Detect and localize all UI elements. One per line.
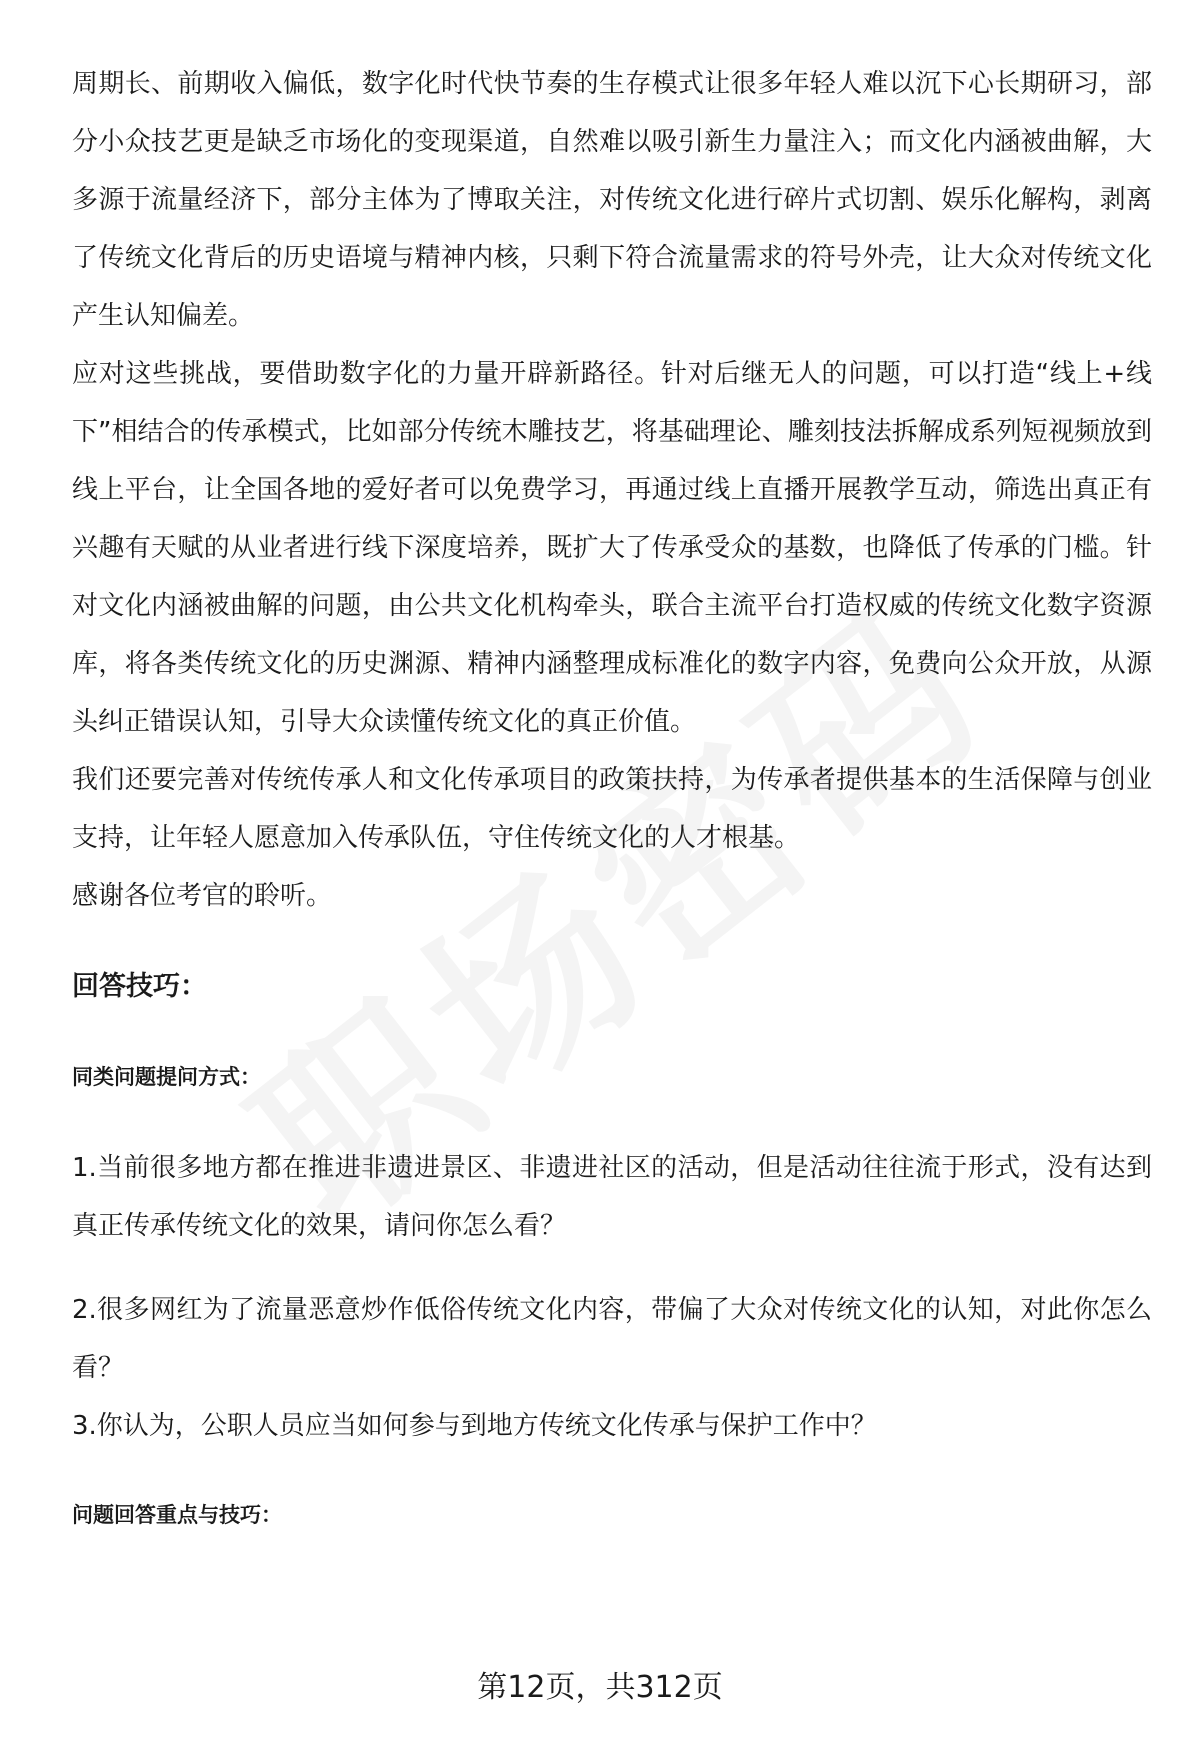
paragraph-2: 应对这些挑战，要借助数字化的力量开辟新路径。针对后继无人的问题，可以打造“线上+线下”相结合的传承模式，比如部分传统木雕技艺，将基础理论、雕刻技法拆解成系列短视频放到线上平台，让全国各地的爱好者可以免费学习，再通过线上直播开展教学互动，筛选出真正有兴趣有天赋的从业者进行线下深度培养，既扩大了传承受众的基数，也降低了传承的门槛。针对文化内涵被曲解的问题，由公共文化机构牵头，联合主流平台打造权威的传统文化数字资源库，将各类传统文化的历史渊源、精神内涵整理成标准化的数字内容，免费向公众开放，从源头纠正错误认知，引导大众读懂传统文化的真正价值。 — [72, 359, 1152, 737]
question-3: 3.你认为，公职人员应当如何参与到地方传统文化传承与保护工作中？ — [72, 1411, 877, 1441]
question-1: 1.当前很多地方都在推进非遗进景区、非遗进社区的活动，但是活动往往流于形式，没有达到真正传承传统文化的效果，请问你怎么看？ — [72, 1153, 1152, 1241]
question-2: 2.很多网红为了流量恶意炒作低俗传统文化内容，带偏了大众对传统文化的认知，对此你怎么看？ — [72, 1295, 1152, 1383]
paragraph-3: 我们还要完善对传统传承人和文化传承项目的政策扶持，为传承者提供基本的生活保障与创业支持，让年轻人愿意加入传承队伍，守住传统文化的人才根基。 — [72, 765, 1152, 853]
heading-key-points: 问题回答重点与技巧： — [72, 1503, 282, 1527]
paragraph-1: 周期长、前期收入偏低，数字化时代快节奏的生存模式让很多年轻人难以沉下心长期研习，部分小众技艺更是缺乏市场化的变现渠道，自然难以吸引新生力量注入；而文化内涵被曲解，大多源于流量经济下，部分主体为了博取关注，对传统文化进行碎片式切割、娱乐化解构，剥离了传统文化背后的历史语境与精神内核，只剩下符合流量需求的符号外壳，让大众对传统文化产生认知偏差。 — [72, 69, 1152, 331]
document-content — [72, 55, 1152, 1535]
page-number-footer: 第12页，共312页 — [477, 1670, 723, 1705]
heading-similar-questions: 同类问题提问方式： — [72, 1065, 261, 1089]
heading-answer-tips: 回答技巧： — [72, 971, 207, 1002]
paragraph-4: 感谢各位考官的聆听。 — [72, 881, 333, 911]
